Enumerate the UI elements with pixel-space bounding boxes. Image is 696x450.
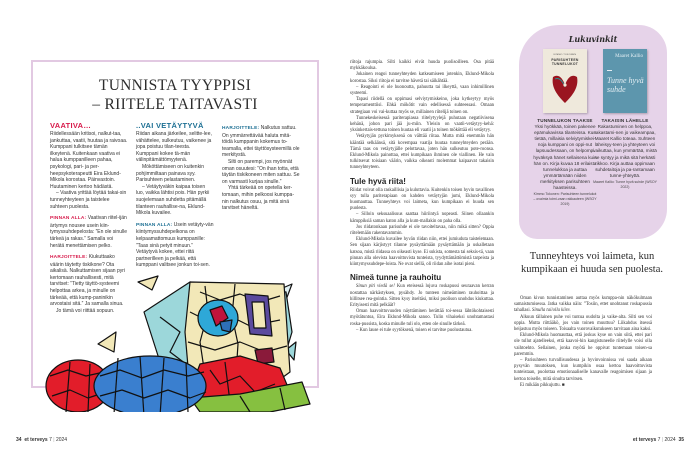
issue-year: 2024: [664, 437, 676, 443]
sidebar-title: Lukuvinkit: [568, 34, 618, 44]
label-pinnan-alla: PINNAN ALLA:: [136, 222, 173, 228]
paragraph: [136, 222, 214, 269]
article-body-column: [350, 60, 494, 334]
page-number: 35: [678, 437, 684, 443]
paragraph: – Silloin seksuaalisuus saattaa hiiriintyä nopeasti. Siinen ollaankin kämppiksiä saman katon alla ja kum-mallakin on paha olla.: [350, 212, 494, 224]
paragraph: Tunnekeskeisessä pariterapiassa riitelytyylejä puhutaan negatiivisena kehänä, johon pari jää ju-miin. Yleisin on vaatii-vetäytyy-kehä: yksinkertais-tettuna toinen huutaa eli vaatii ja toinen mököttää eli vetäytyy.: [350, 115, 494, 134]
paragraph: [50, 215, 128, 249]
book-text: Yksi hyökkää, toinen pakenee epämukavissa tilanteissa. Kun tietää, millaisia selviytymiskei-noja kumppani on oppi-nut lapsuudessaan, on helpompi hyväksyä hänet sellaisena kuin hän on. Kirja kuvaa 18 erilaista tunnelukkoa ja auttaa ymmärtämään niiden merkityksen parisuhteen haasteissa.: [533, 124, 597, 191]
book-cover-author: KIMMO TOKONEN: [553, 54, 577, 56]
article-side-column: [514, 296, 652, 389]
paragraph: Tapasi riidellä on oppimasi selviytymiskeino, joka kytkeytyy myös temperamenttiisi. Ehkä mökötit vain edellisessä suhteessasi. Omaan strategiaan voi vai-kuttaa myös se, millainen riitelijä toinen on.: [350, 97, 494, 115]
paragraph-text: Kiukuttaako väärin täytetty tiskikone? Ota aikalisä. Nalkuttamisen sijaan pyri kertomaan rauhallisesti, mitä tarvitset: ”Tietty täyttö-systeemi helpottaa arkea, ja minulle on tärkeää, että kump-paninikin arvostaisi sitä.” Ja samalla sinua.: [50, 254, 126, 308]
column-heading: VAATIVA…: [50, 121, 92, 130]
book-heading: TAKAISIN LÄHELLE: [601, 118, 649, 123]
book-cover-art: [549, 69, 581, 105]
book-cover-parisuhteen-tunnelukot: [543, 49, 587, 113]
paragraph: Eklund-Mikola kuvailee hyvän riidan niin, ettei jumiuduta taistelemaan. Sen sijaan kärjistyyt tilanne pysäyttämään pysäyttämään ja uskalletaan katsoa, mistä riidassa on oikeasti kyse. Ei sukista, somesta tai seksis-tä, vaan pinnan alla olevista haavoittuvista tunteista, tyydyttämättömistä tarpeista ja kiintymyssuhdepe-loista. Ne ovat siellä, oli riidan aihe isotai pieni.: [350, 237, 494, 268]
label-harjoittele: HARJOITTELE:: [50, 255, 88, 261]
paragraph-text: Oman kivun tunnistaminen auttaa myös kumppa-nin näkökulmaan samaistumisessa. Jatka vaikka näin: ”Tosiin, ettet unohtanut roskapussia tahallasi.: [514, 296, 652, 314]
paragraph: Silti on parempi, jos myönnät oman osuutesi: ”On ihan totta, että täytän tiskikoneen miten sattuu. Se on varmasti kurjaa sinulle.”: [222, 158, 300, 185]
book-cover-tunne-hyva-suhde: [603, 49, 647, 113]
paragraph: Vetäytyjän pyrkimyksenä on välttää riitaa. Mutta mitä enemmän hän kääntää selkäänsä, sitä kovempaa vaatija huutaa tunneyhteyden perään. Tämä taas on vetäytyjälle pelottavaa, joten hän sulkeutuu pote-roonsa. Eklund-Mikola painottaa, ettei kumpikaan ihminen ole viallinen. He vain tulkitsevat toisiaan väärin, vaikka oikeasti molemmat kaipaavat takaisin tunneyhteyteen.: [350, 134, 494, 171]
column-harjoittele: [222, 125, 300, 212]
paragraph: – Parisuhteen turvallisuudessa ja hyvinvoinnissa voi saada aikaan pysyvän muutoksen, kun kumpikin osaa kertoa haavoittuvista tunteistaan, puolottaa emotionaaliselle kanavalle reagoimisen sijaan ja kertoa toiselle, mitä sinulta tarvitsen.: [514, 358, 652, 382]
cover-divider: [607, 70, 612, 71]
paragraph: Riidan aikana järkeilee, selitte-lee, vähättelee, sulkeutuu, vaikenee ja jopa poistuu tilan-teesta. Kumppani kokee tä-män välinpitämättömyytenä.: [136, 131, 212, 164]
italic-tail: Sinulla tai/olla kiire.: [530, 308, 571, 314]
book-heading: TUNNELUKON TAAKSE: [537, 118, 593, 123]
page-headline: [60, 76, 290, 114]
paragraph: Oman haavoittuvuuden näyttäminen herättää toi-sessa lähtökohtaisesti myötätuntoa, Eira Eklund-Mikola sanoo. Tulin vihaiseksi unohtamastasi roska-pussista, koska minulle tuli olo, etten ole sinulle tärkeä.: [350, 309, 494, 327]
section-subheading: Tule hyvä riita!: [350, 176, 406, 186]
magazine-name: et terveys: [24, 437, 48, 443]
page-folio: 34 et terveys 7 | 2024: [16, 437, 68, 443]
label-pinnan-alla: PINNAN ALLA:: [50, 216, 87, 222]
glass-blue-yarn: [94, 356, 206, 412]
paragraph: Riidat voivat olla raskaillisia ja kuluttavia. Kuitenkin toisen hyvin tavallinen syy tulla pariterapiaan on kahden vetäytyjän jumi, Eklund-Mikola huomauttaa. Tunneyhteys voi laimeta, kun kumpikaan ei huuda sen puolesta.: [350, 187, 494, 212]
paragraph: Jo tämä voi riittää sopuun.: [56, 307, 115, 314]
paragraph: Jokainen reagoi tunneyhteyden katkeamiseen jotenkin, Eklund-Mikola korostaa. Siksi riitoja ei tarvitse hävetä tai säikähtää.: [350, 72, 494, 84]
paragraph: [222, 125, 300, 159]
pull-quote: Tunneyhteys voi laimeta, kun kumpikaan ei huuda sen puolesta.: [520, 251, 663, 275]
page-folio: et terveys 7 | 2024 35: [632, 437, 684, 443]
headline-line-1: TUNNISTA TYYPPISI: [98, 77, 252, 94]
paragraph: [514, 296, 652, 315]
book-cover-title: PARISUHTEEN TUNNELUKOT: [551, 58, 579, 66]
page-number: 34: [16, 437, 22, 443]
magazine-name: et terveys: [632, 437, 657, 443]
column-vetaytyva: [136, 121, 214, 269]
paragraph: [350, 284, 494, 309]
paragraph: Ei mikään pikkujuttu. ■: [520, 382, 565, 388]
book-description: [533, 118, 597, 207]
right-page: [348, 0, 696, 450]
paragraph: Mököttämiseen on kuitenkin pohjimmiltaan painava syy. Parisuhteen pelastaminen.: [136, 163, 204, 184]
headline-line-2: – RIITELE TAITAVASTI: [92, 96, 258, 113]
issue-number: 7: [49, 437, 52, 443]
book-description: [593, 118, 657, 190]
paragraph: – Vetäytyväkin kaipaa toisen luo, vaikka lähtisi pois. Hän pyrkii suojelemaan suhdetta pitämällä tilanteen rauhallise-na, Eklund-Mikola kuvailee.: [136, 183, 210, 217]
issue-number: 7: [657, 437, 661, 443]
paragraph: Eklund-Mikola huomauttaa, että joskus kyse on vain siitä, ettei pari ole tullut ajatelleeksi, että kaavoi-hin kangistuneelle riitelylle voisi olla vaihtoehto. Sellainen, jonka myötä he oppivat tuntemaan toisen-sa paremmin.: [514, 333, 652, 357]
section-subheading: Nimeä tunne ja rauhoitu: [350, 273, 442, 283]
paragraph-text: Kun eteisessä lojuva roskapussi seuraavan kerran nostattaa närkästyksen, pysähdy. Jo tunteen nimeäminen rauhoittaa ja hillitsee rea-gointia. Sitten kysy itseltäsi, miksi puolison unohdus kiukuttaa. Erityisesti mitä pelkäät?: [350, 284, 494, 308]
paragraph-text: Nalkutus sattuu. On ymmärrettävää haluta mitä-töidä kumppanin kokemus to-teamalla, ettei täyttösysteemillä ole merkitystä.: [222, 125, 300, 159]
paragraph: Yhtä tärkeää on opetella ker-tomaan, mihin pelkoosi kumppa-nin nalkutus osuu, ja mitä sinä tarvitset häneltä.: [222, 185, 294, 212]
paragraph: – Reagointi ei ole huonoutta, pahuutta tai ilkeyttä, vaan inhimillinen systeemi.: [350, 84, 494, 97]
issue-year: 2024: [55, 437, 68, 443]
paragraph: Jos riidatonkaan parisuhde ei ole tavoiteltavaa, niin mikä sitten? Oppia riitelemään rakentavammin.: [350, 224, 494, 237]
book-cover-title: Tunne hyvä suhde: [607, 76, 644, 94]
paragraph: Riidellessään kritisoi, nalkut-taa, jankuttaa, vaatii, huutaa ja raivoaa. Kumppani tulkitsee tämän ilkeytenä. Kuitenkaan vaativa ei halua kumppanilleen pahaa, psykologi, pari- ja per-heepsykoterapeutti Eira Eklund-Mikola korostaa. Päinvastoin. Huutaminen kertoo hädästä.: [50, 131, 128, 190]
paragraph: Alkuun tällainen puhe voi tuntua oudolta ja vaike-alta. Silti sen voi oppia. Mutta riittääkö, jos vain toinen muuttuu? Liikahdus itsessä heijastuu myös toiseen. Toisaalta vuorovaikutukseen tarvitaan aina kaksi.: [514, 314, 652, 333]
italic-lead: Sinun piti viedä se!: [356, 284, 395, 290]
paragraph-text: Vaativan riitel-ijän ärtymys nousee usein kiin-tymyssuhdepelosta: ”En ole sinulle tärkeä ja rakas.” Samalla voi herätä menettämisen pelko.: [50, 215, 127, 249]
paragraph-text: Usein vetäyty-vän kiintymyssuhdepelkona on kelpaamattomuus kumppanille: ”Taas sinä petyit minuun.” Vetäytyvä kokee, ettei riitä partnerilleen ja pelkää, että kumppani valitsee jonkun toi-sen.: [136, 221, 214, 269]
paragraph: – Vaativa yrittää löytää takai-sin tunneyhteyteen ja taistelee suhteen puolesta.: [50, 190, 127, 210]
glass-shard: [98, 332, 116, 352]
book-cover-author: Maaret Kallio: [615, 54, 643, 59]
book-citation: Kimmo Tokonen: Parisuhteen tunnelukot – ovaimia toimi-vaan rakkauteen (WSOY 2019): [533, 192, 597, 206]
paragraph: riitoja rajumpia. Silti kaikki eivät huuda puolisoilleen. Osa pitää mykkäkoulua.: [350, 60, 494, 72]
column-heading: ..VAI VETÄYTYVÄ: [136, 121, 204, 130]
paragraph: – Kun lause ei tule syytöksenä, toisen ei tarvitse puolustautua.: [356, 327, 473, 333]
book-citation: Maaret Kallio: Tunne hyvä suhde (WSOY 2022): [593, 179, 657, 189]
stained-glass-illustration: [40, 272, 320, 412]
label-harjoittele: HARJOITTELE:: [222, 126, 260, 131]
glass-shard: [138, 276, 158, 290]
book-text: Rakastuminen on helppoa, rakastami-nen jo vaikeampaa, Maaret Kallio toteaa. Suhteen läheisyy-teen ja yhteyteen voi vaikuttaa, kun ymmärtää, mistä se syntyy ja mikä sitä herkästi rikkoo. Kirja auttaa oppimaan suhdetaitoja ja pa-rantamaan tunne-yhteyttä.: [593, 124, 657, 178]
reading-tips-box: [519, 25, 667, 239]
